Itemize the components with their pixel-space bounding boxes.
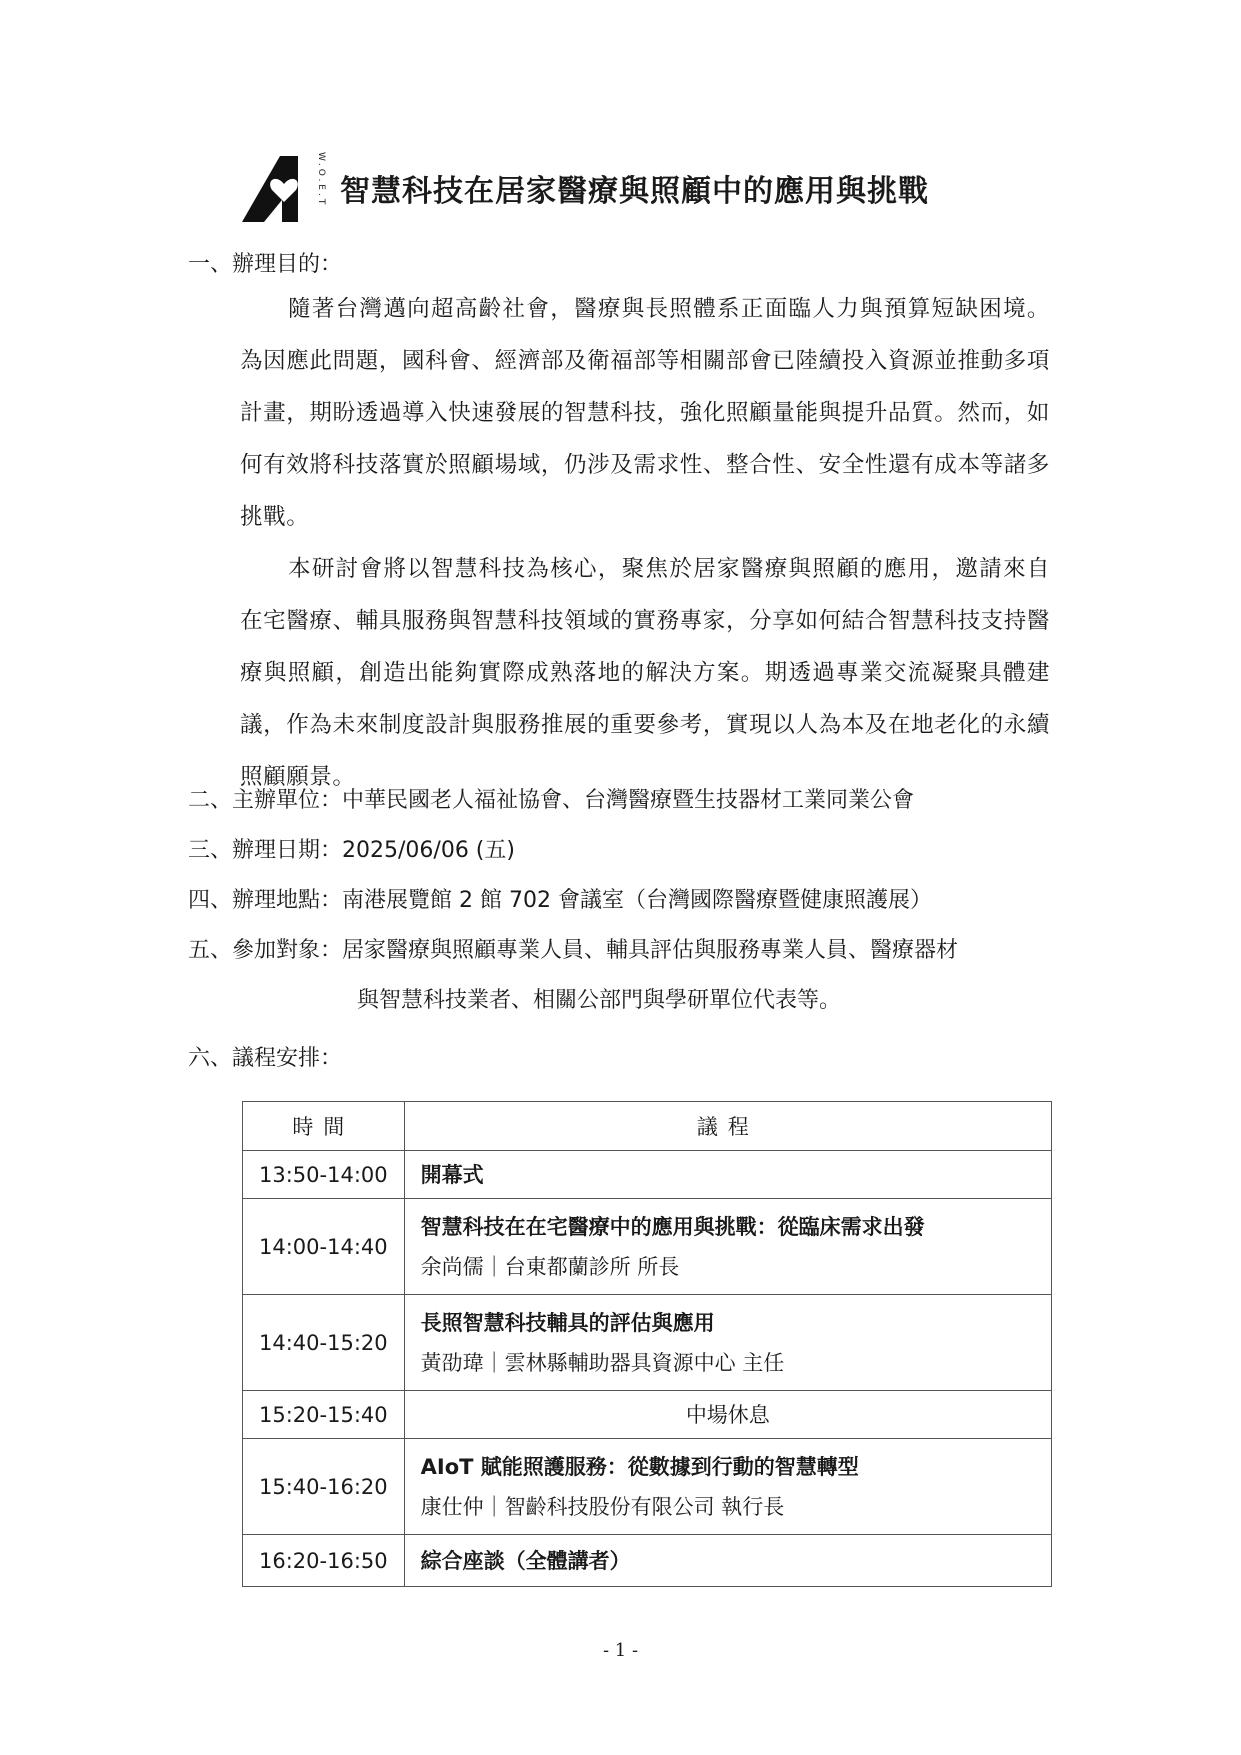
agenda-time: 15:40-16:20 [243, 1439, 405, 1535]
woet-logo [240, 152, 326, 224]
agenda-header-row [243, 1102, 1052, 1151]
title-block [240, 148, 929, 228]
date-label: 三、辦理日期： [188, 838, 343, 863]
section-purpose-heading: 一、辦理目的： [188, 252, 343, 277]
agenda-title: 智慧科技在在宅醫療中的應用與挑戰：從臨床需求出發 [420, 1214, 925, 1239]
table-row [243, 1439, 1052, 1535]
venue-value: 南港展覽館 2 館 702 會議室（台灣國際醫療暨健康照護展） [342, 888, 932, 913]
agenda-title: 綜合座談（全體講者） [420, 1548, 631, 1573]
agenda-speaker: 黃劭瑋｜雲林縣輔助器具資源中心 主任 [420, 1350, 785, 1375]
agenda-time: 14:00-14:40 [243, 1199, 405, 1295]
agenda-program [404, 1295, 1051, 1391]
agenda-program [404, 1151, 1051, 1199]
agenda-title: 中場休息 [685, 1402, 770, 1427]
agenda-title: AIoT 賦能照護服務：從數據到行動的智慧轉型 [420, 1454, 859, 1479]
agenda-program [404, 1439, 1051, 1535]
organizer-label: 二、主辦單位： [188, 788, 343, 813]
agenda-time: 14:40-15:20 [243, 1295, 405, 1391]
audience-value-line2: 與智慧科技業者、相關公部門與學研單位代表等。 [357, 988, 842, 1013]
purpose-paragraph-1: 隨著台灣邁向超高齡社會，醫療與長照體系正面臨人力與預算短缺困境。為因應此問題，國科會、經濟部及衛福部等相關部會已陸續投入資源並推動多項計畫，期盼透過導入快速發展的智慧科技，強化照顧量能與提升品質。然而，如何有效將科技落實於照顧場域，仍涉及需求性、整合性、安全性還有成本等諸多挑戰。 [240, 296, 1050, 530]
section-date [188, 836, 515, 866]
purpose-paragraph-2: 本研討會將以智慧科技為核心，聚焦於居家醫療與照顧的應用，邀請來自在宅醫療、輔具服務與智慧科技領域的實務專家，分享如何結合智慧科技支持醫療與照顧，創造出能夠實際成熟落地的解決方案。期透過專業交流凝聚具體建議，作為未來制度設計與服務推展的重要參考，實現以人為本及在地老化的永續照顧願景。 [240, 556, 1050, 790]
agenda-title: 長照智慧科技輔具的評估與應用 [420, 1310, 715, 1335]
venue-label: 四、辦理地點： [188, 888, 343, 913]
agenda-title: 開幕式 [420, 1162, 484, 1187]
section-organizer [188, 786, 914, 816]
agenda-speaker: 康仕仲｜智齡科技股份有限公司 執行長 [420, 1494, 785, 1519]
heart-logo-icon [240, 152, 312, 224]
table-row [243, 1295, 1052, 1391]
audience-label: 五、參加對象： [188, 938, 343, 963]
program-column-header: 議程 [404, 1102, 1051, 1151]
date-value: 2025/06/06 (五) [342, 838, 515, 863]
table-row [243, 1391, 1052, 1439]
table-row [243, 1199, 1052, 1295]
agenda-program [404, 1535, 1051, 1587]
table-row [243, 1151, 1052, 1199]
section-audience [188, 936, 958, 966]
agenda-time: 16:20-16:50 [243, 1535, 405, 1587]
section-agenda-heading: 六、議程安排： [188, 1046, 343, 1071]
page-number: - 1 - [602, 1640, 639, 1661]
agenda-time: 13:50-14:00 [243, 1151, 405, 1199]
document-title: 智慧科技在居家醫療與照顧中的應用與挑戰 [340, 174, 929, 209]
audience-value-line1: 居家醫療與照顧專業人員、輔具評估與服務專業人員、醫療器材 [342, 938, 959, 963]
agenda-speaker: 余尚儒｜台東都蘭診所 所長 [420, 1254, 680, 1279]
logo-text: W.O.E.T [316, 152, 326, 208]
section-venue [188, 886, 932, 916]
agenda-program [404, 1199, 1051, 1295]
organizer-value: 中華民國老人福祉協會、台灣醫療暨生技器材工業同業公會 [342, 788, 915, 813]
time-column-header: 時間 [243, 1102, 405, 1151]
table-row [243, 1535, 1052, 1587]
agenda-table [242, 1101, 1052, 1587]
agenda-program [404, 1391, 1051, 1439]
agenda-time: 15:20-15:40 [243, 1391, 405, 1439]
